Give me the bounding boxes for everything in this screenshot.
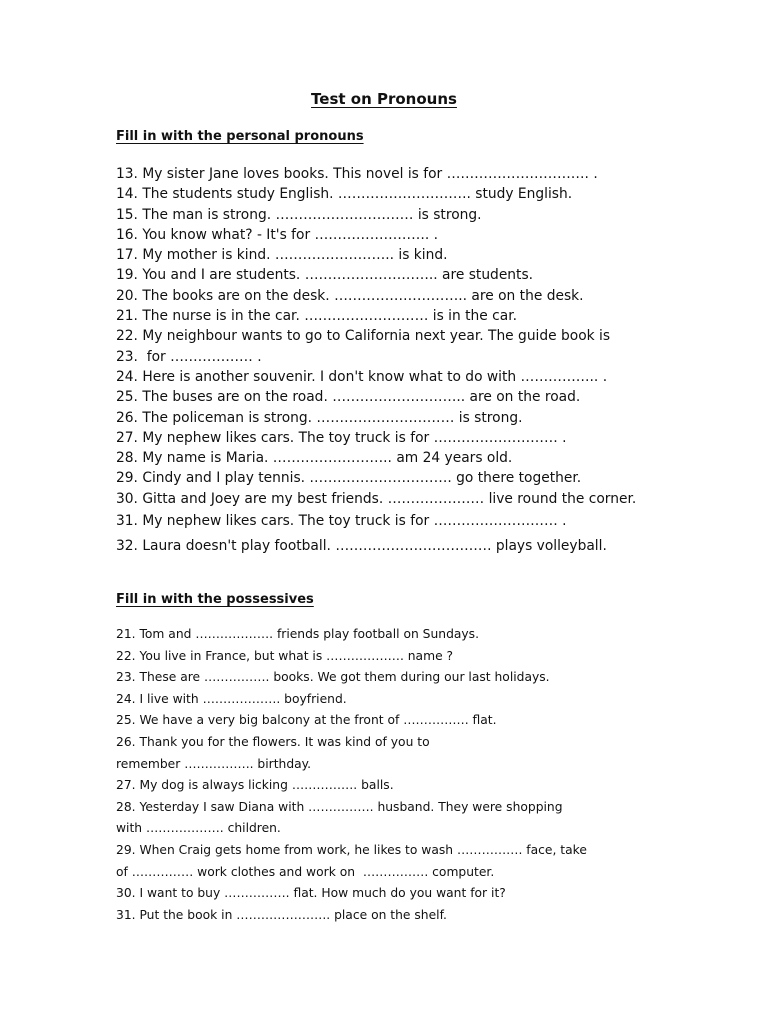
- exercise-line: 23. for ……………… .: [116, 348, 262, 365]
- exercise-line: 31. Put the book in ………………….. place on the shelf.: [116, 907, 447, 922]
- exercise-line: of …………… work clothes and work on ……………. computer.: [116, 864, 495, 879]
- possessives-exercise-list: [116, 624, 676, 926]
- exercise-line: 27. My dog is always licking ……………. balls.: [116, 778, 394, 793]
- personal-pronouns-exercise-list: [116, 164, 676, 558]
- exercise-line: 24. I live with ………………. boyfriend.: [116, 691, 347, 706]
- page-title: Test on Pronouns: [311, 90, 457, 108]
- exercise-line: 24. Here is another souvenir. I don't know what to do with …………….. .: [116, 368, 608, 385]
- exercise-line: 27. My nephew likes cars. The toy truck is for ……………………… .: [116, 429, 567, 446]
- exercise-line: 30. Gitta and Joey are my best friends. ………………… live round the corner.: [116, 490, 637, 507]
- exercise-line: 28. Yesterday I saw Diana with ……………. husband. They were shopping: [116, 799, 563, 814]
- exercise-line: 29. Cindy and I play tennis. …………………………. go there together.: [116, 470, 582, 487]
- exercise-line: 22. My neighbour wants to go to California next year. The guide book is: [116, 328, 611, 345]
- exercise-line: 19. You and I are students. ……………………….. are students.: [116, 267, 534, 284]
- exercise-line: 29. When Craig gets home from work, he likes to wash ……………. face, take: [116, 842, 587, 857]
- exercise-line: 25. The buses are on the road. ……………………….. are on the road.: [116, 389, 581, 406]
- section-heading-personal-pronouns: Fill in with the personal pronouns: [116, 129, 364, 144]
- exercise-line: with ………………. children.: [116, 821, 281, 836]
- exercise-line: 20. The books are on the desk. ……………………….. are on the desk.: [116, 287, 584, 304]
- exercise-line: 14. The students study English. ……………………….. study English.: [116, 186, 573, 203]
- exercise-line: 28. My name is Maria. …………………….. am 24 years old.: [116, 450, 513, 467]
- exercise-line: 13. My sister Jane loves books. This novel is for …………………………. .: [116, 166, 598, 182]
- exercise-line: 30. I want to buy ……………. flat. How much do you want for it?: [116, 886, 506, 901]
- exercise-line: 23. These are ……………. books. We got them during our last holidays.: [116, 670, 550, 685]
- exercise-line: 22. You live in France, but what is ………………. name ?: [116, 648, 454, 663]
- exercise-line: 17. My mother is kind. …………………….. is kind.: [116, 247, 448, 264]
- exercise-line: 26. The policeman is strong. ………………………… is strong.: [116, 409, 523, 426]
- exercise-line: 15. The man is strong. ………………………… is strong.: [116, 206, 482, 223]
- exercise-line: 21. The nurse is in the car. ……………………… is in the car.: [116, 308, 517, 325]
- exercise-line: remember …………….. birthday.: [116, 756, 312, 771]
- exercise-line: 16. You know what? - It's for ……………………. .: [116, 226, 439, 243]
- exercise-line: 25. We have a very big balcony at the front of ……………. flat.: [116, 713, 497, 728]
- exercise-line: 21. Tom and ………………. friends play football on Sundays.: [116, 627, 479, 641]
- exercise-line: 32. Laura doesn't play football. ……………………………. plays volleyball.: [116, 537, 607, 554]
- exercise-line: 31. My nephew likes cars. The toy truck is for ……………………… .: [116, 513, 567, 530]
- section-heading-possessives: Fill in with the possessives: [116, 592, 314, 607]
- exercise-line: 26. Thank you for the flowers. It was kind of you to: [116, 734, 430, 749]
